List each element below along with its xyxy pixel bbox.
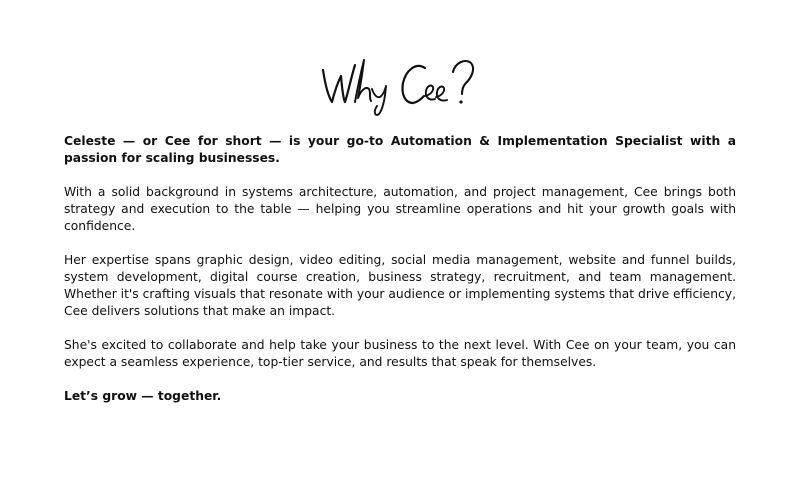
closing-line: Let’s grow — together.	[64, 389, 222, 403]
handwritten-title	[0, 48, 800, 118]
background-paragraph: With a solid background in systems architecture, automation, and project management, Cee brings both strategy and execution to the table — helping you streamline operations and hit your growth goals with confidence.	[64, 185, 736, 233]
collaboration-paragraph: She's excited to collaborate and help take your business to the next level. With Cee on your team, you can expect a seamless experience, top-tier service, and results that speak for themselves.	[64, 338, 736, 369]
expertise-paragraph: Her expertise spans graphic design, video editing, social media management, website and funnel builds, system development, digital course creation, business strategy, recruitment, and team management. Whether it's crafting visuals that resonate with your audience or implementing systems that drive efficiency, Cee delivers solutions that make an impact.	[64, 253, 736, 318]
about-content	[64, 133, 736, 405]
page-title	[0, 48, 800, 118]
intro-paragraph: Celeste — or Cee for short — is your go-to Automation & Implementation Specialist with a passion for scaling businesses.	[64, 134, 736, 165]
